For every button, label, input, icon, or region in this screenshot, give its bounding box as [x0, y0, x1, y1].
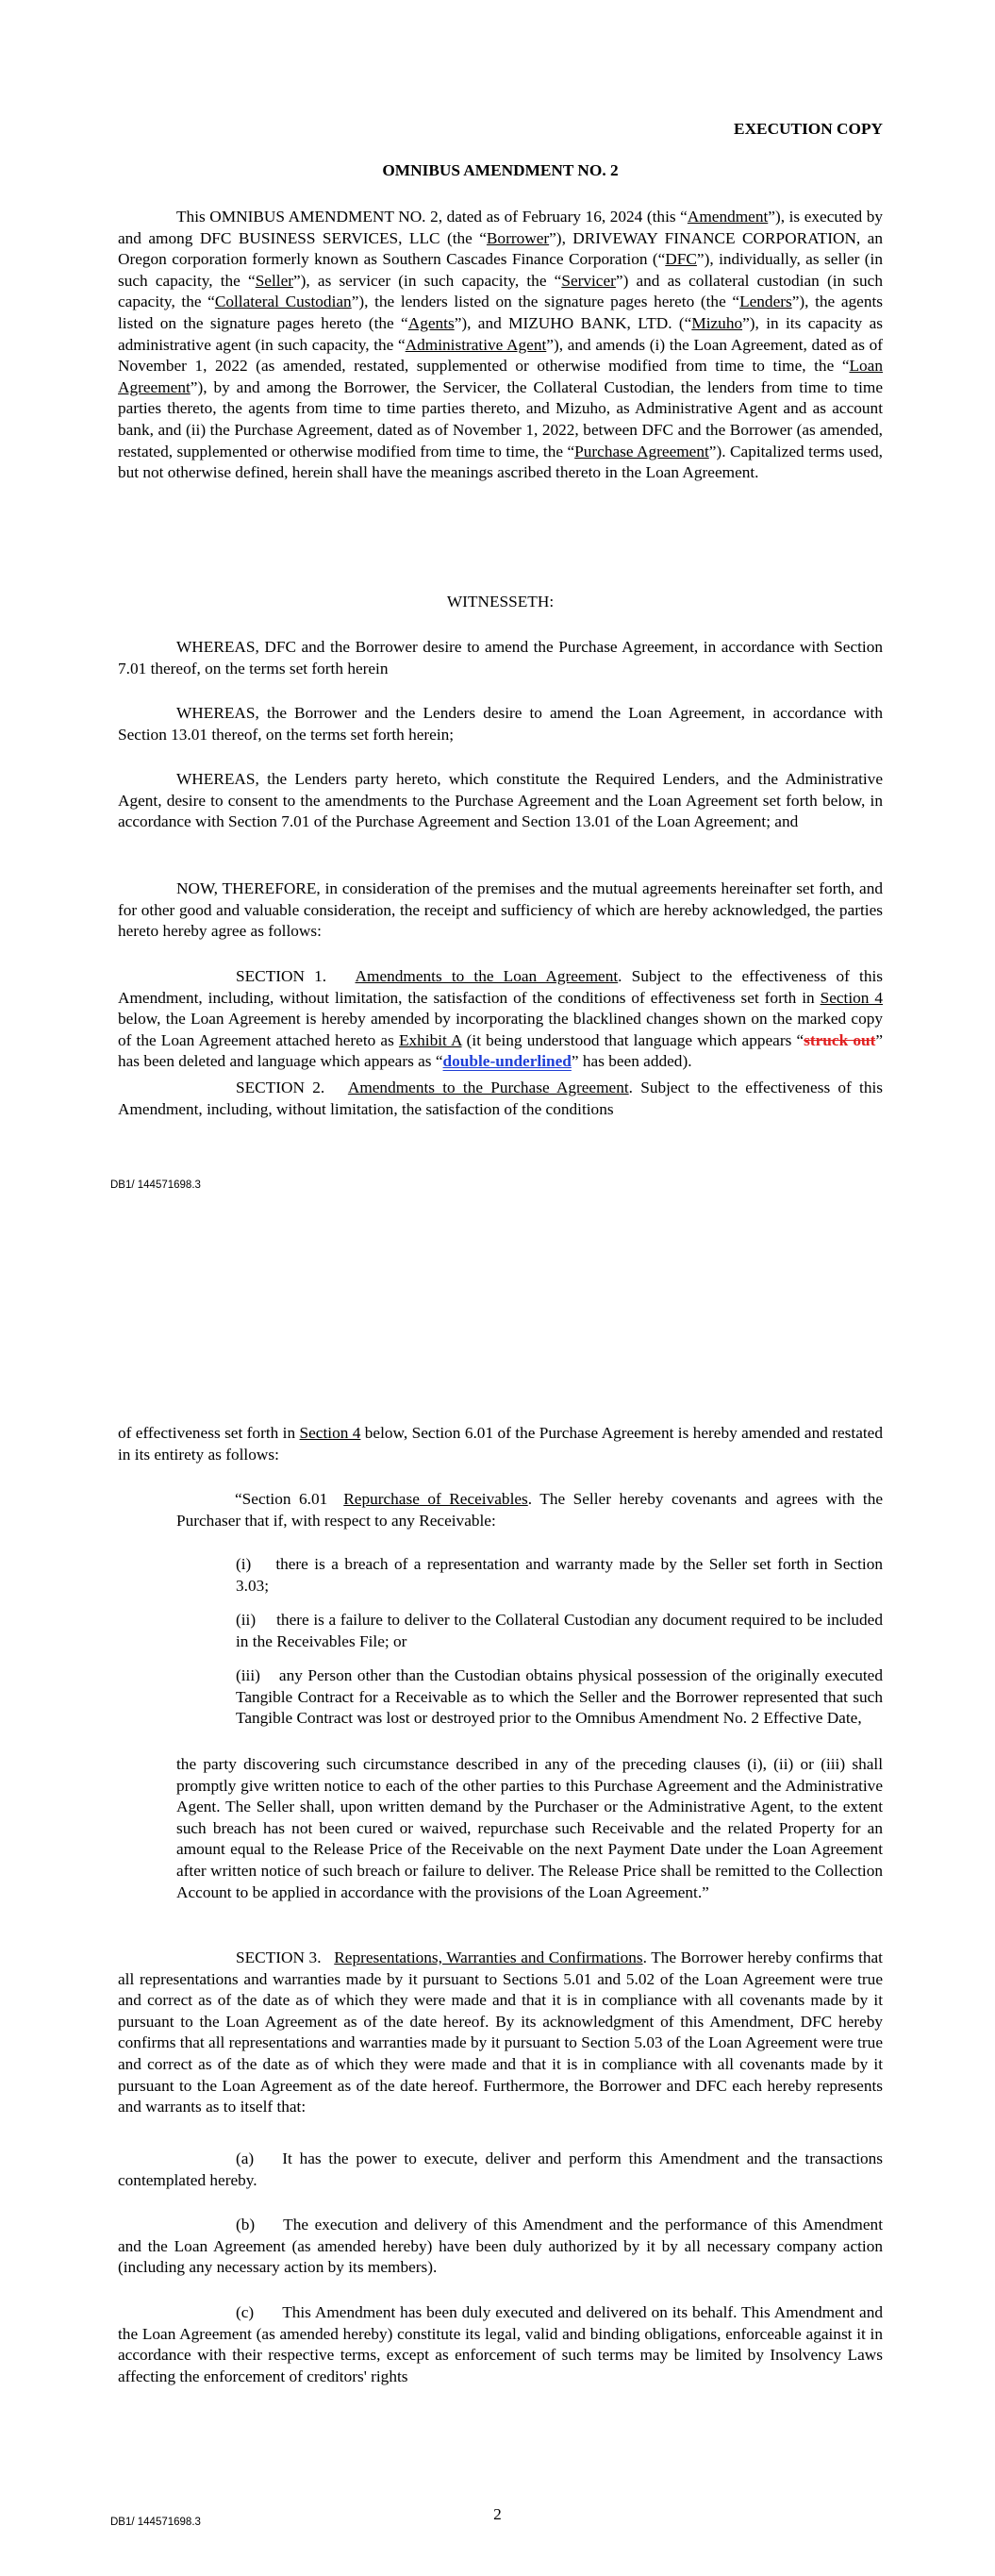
clause-c: (c) This Amendment has been duly executed and delivered on its behalf. This Amendment and the Loan Agreement (as amended hereby) constitute its legal, valid and binding obligations, enforceable against it in accordance with their respective terms, except as enforcement of such terms may be limited by Insolvency Laws affecting the enforcement of creditors' rights — [118, 2303, 883, 2385]
clause-ii: (ii) there is a failure to deliver to the Collateral Custodian any document required to be included in the Receivables File; or — [236, 1611, 883, 1650]
clause-i-label: (i) — [236, 1555, 252, 1573]
clause-a: (a) It has the power to execute, deliver and perform this Amendment and the transactions contemplated hereby. — [118, 2149, 883, 2189]
section-2-number: SECTION 2. — [236, 1079, 325, 1096]
intro-paragraph: This OMNIBUS AMENDMENT NO. 2, dated as of February 16, 2024 (this “Amendment”), is executed by and among DFC BUSINESS SERVICES, LLC (the “Borrower”), DRIVEWAY FINANCE CORPORATION, an Oregon corporation formerly known as Southern Cascades Finance Corporation (“DFC”), individually, as seller (in such capacity, the “Seller”), as servicer (in such capacity, the “Servicer”) and as collateral custodian (in such capacity, the “Collateral Custodian”), the lenders listed on the signature pages hereto (the “Lenders”), the agents listed on the signature pages hereto (the “Agents”), and MIZUHO BANK, LTD. (“Mizuho”), in its capacity as administrative agent (in such capacity, the “Administrative Agent”), and amends (i) the Loan Agreement, dated as of November 1, 2022 (as amended, restated, supplemented or otherwise modified from time to time, the “Loan Agreement”), by and among the Borrower, the Servicer, the Collateral Custodian, the lenders from time to time parties thereto, the agents from time to time parties thereto, and Mizuho, as Administrative Agent and as account bank, and (ii) the Purchase Agreement, dated as of November 1, 2022, between DFC and the Borrower (as amended, restated, supplemented or otherwise modified from time to time, the “Purchase Agreement”). Capitalized terms used, but not otherwise defined, herein shall have the meanings ascribed thereto in the Loan Agreement. — [118, 208, 884, 482]
footer-document-id: DB1/ 144571698.3 — [110, 1179, 201, 1191]
section-3-paragraph: SECTION 3. Representations, Warranties and Confirmations. The Borrower hereby confirms that all representations and warranties made by it pursuant to Sections 5.01 and 5.02 of the Loan Agreement were true and correct as of the date as of which they were made and that it is in compliance with all covenants made by it pursuant to the Loan Agreement as of the date hereof. By its acknowledgment of this Amendment, DFC hereby confirms that all representations and warranties made by it pursuant to Section 5.03 of the Loan Agreement were true and correct as of the date as of which they were made and that it is in compliance with all covenants made by it pursuant to the Loan Agreement as of the date hereof. Furthermore, the Borrower and DFC each hereby represents and warrants as to itself that: — [118, 1949, 883, 2116]
clause-a-label: (a) — [236, 2149, 255, 2167]
section-3-heading: Representations, Warranties and Confirmations — [334, 1949, 643, 1966]
clause-b: (b) The execution and delivery of this Amendment and the performance of this Amendment and the Loan Agreement (as amended hereby) have been duly authorized by it by all necessary company action (including any necessary action by its members). — [118, 2216, 883, 2277]
struck-out-sample: struck out — [804, 1030, 876, 1049]
execution-copy-header: EXECUTION COPY — [734, 120, 883, 138]
clause-c-label: (c) — [236, 2303, 255, 2321]
witnesseth-heading: WITNESSETH: — [446, 593, 555, 611]
double-underlined-sample: double-underlined — [442, 1052, 572, 1071]
whereas-clause-2: WHEREAS, the Borrower and the Lenders desire to amend the Loan Agreement, in accordance with Section 13.01 thereof, on the terms set forth herein; — [118, 704, 883, 744]
page-2 — [0, 1406, 995, 2576]
section-2-heading: Amendments to the Purchase Agreement — [347, 1079, 629, 1096]
clause-ii-label: (ii) — [236, 1611, 257, 1629]
section-3-number: SECTION 3. — [236, 1949, 322, 1966]
document-title: OMNIBUS AMENDMENT NO. 2 — [382, 161, 619, 179]
clause-i: (i) there is a breach of a representation and warranty made by the Seller set forth in Section 3.03; — [236, 1555, 883, 1595]
whereas-clause-1: WHEREAS, DFC and the Borrower desire to amend the Purchase Agreement, in accordance with Section 7.01 thereof, on the terms set forth herein — [118, 638, 883, 677]
page-1 — [0, 0, 995, 1274]
discovery-notice-paragraph: the party discovering such circumstance described in any of the preceding clauses (i), (ii) or (iii) shall promptly give written notice to each of the other parties to this Purchase Agreement and the Administrative Agent. The Seller shall, upon written demand by the Purchaser or the Administrative Agent, to the extent such breach has not been cured or waived, repurchase such Receivable and the related Property for an amount equal to the Release Price of the Receivable on the next Payment Date under the Loan Agreement after written notice of such breach or failure to deliver. The Release Price shall be remitted to the Collection Account to be applied in accordance with the provisions of the Loan Agreement.” — [176, 1755, 883, 1901]
now-therefore-clause: NOW, THEREFORE, in consideration of the premises and the mutual agreements hereinafter set forth, and for other good and valuable consideration, the receipt and sufficiency of which are hereby acknowledged, the parties hereto hereby agree as follows: — [118, 879, 883, 941]
section-1-number: SECTION 1. — [236, 967, 327, 985]
clause-iii-label: (iii) — [236, 1666, 260, 1684]
clause-iii: (iii) any Person other than the Custodian obtains physical possession of the originally executed Tangible Contract for a Receivable as to which the Seller and the Borrower represented that such Tangible Contract was lost or destroyed prior to the Omnibus Amendment No. 2 Effective Date, — [236, 1666, 883, 1728]
clause-b-label: (b) — [236, 2216, 256, 2233]
section-1-paragraph: SECTION 1. Amendments to the Loan Agreement. Subject to the effectiveness of this Amendment, including, without limitation, the satisfaction of the conditions of effectiveness set forth in Section 4 below, the Loan Agreement is hereby amended by incorporating the blacklined changes shown on the marked copy of the Loan Agreement attached hereto as Exhibit A (it being understood that language which appears “struck out” has been deleted and language which appears as “double-underlined” has been added). — [118, 967, 884, 1071]
page-number: 2 — [493, 2505, 502, 2523]
section-6-01-heading: Repurchase of Receivables — [343, 1490, 528, 1508]
section-2-paragraph: SECTION 2. Amendments to the Purchase Agreement. Subject to the effectiveness of this Amendment, including, without limitation, the satisfaction of the conditions — [118, 1079, 883, 1118]
whereas-clause-3: WHEREAS, the Lenders party hereto, which constitute the Required Lenders, and the Administrative Agent, desire to consent to the amendments to the Purchase Agreement and the Loan Agreement set forth below, in accordance with Section 7.01 of the Purchase Agreement and Section 13.01 of the Loan Agreement; and — [118, 770, 883, 831]
section-6-01-paragraph: “Section 6.01 Repurchase of Receivables. The Seller hereby covenants and agrees with the Purchaser that if, with respect to any Receivable: — [176, 1490, 883, 1530]
footer-document-id: DB1/ 144571698.3 — [110, 2517, 201, 2528]
section-1-heading: Amendments to the Loan Agreement — [355, 967, 619, 985]
section-2-continuation: of effectiveness set forth in Section 4 below, Section 6.01 of the Purchase Agreement is hereby amended and restated in its entirety as follows: — [118, 1424, 883, 1464]
